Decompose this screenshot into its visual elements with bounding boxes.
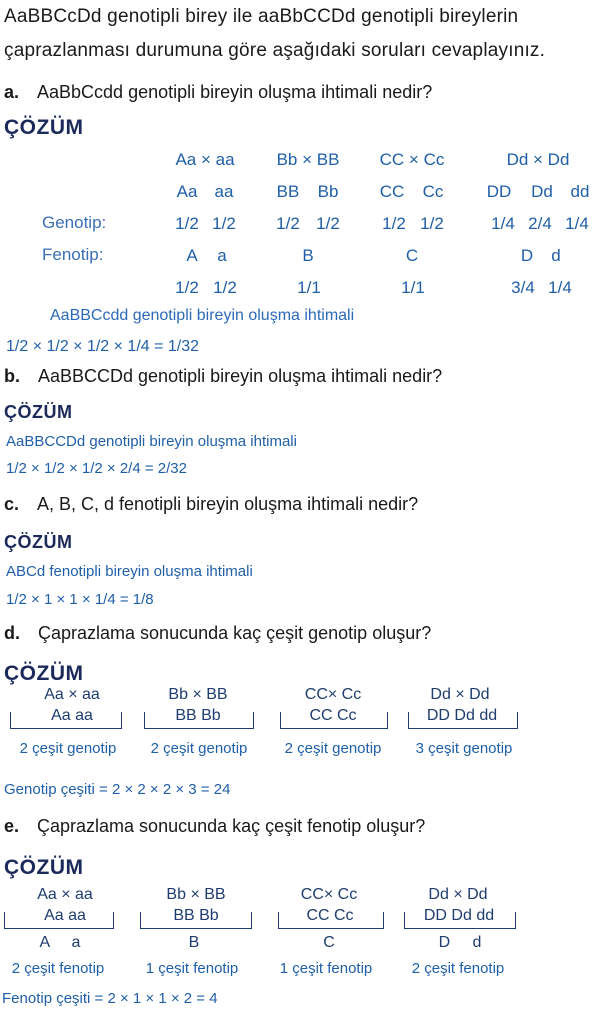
result-label-a: AaBBCcdd genotipli bireyin oluşma ihtimali xyxy=(50,307,355,324)
offspring-a-3-1: CC xyxy=(379,182,405,201)
question-b: b. AaBBCCDd genotipli bireyin oluşma ihtimali nedir? xyxy=(4,366,443,386)
offspring-a-1-1: Aa xyxy=(176,182,198,201)
cross-d-1: Aa × aa xyxy=(44,686,100,703)
phenotype-e-1: A a xyxy=(39,934,81,951)
phenotype-label: Fenotip: xyxy=(42,245,104,264)
genotype-ratio-3-2: 1/2 xyxy=(420,214,444,233)
count-d-3: 2 çeşit genotip xyxy=(284,740,382,757)
cross-d-4: Dd × Dd xyxy=(430,686,490,703)
offspring-a-4-3: dd xyxy=(570,182,590,201)
count-d-1: 2 çeşit genotip xyxy=(19,740,117,757)
cross-e-4: Dd × Dd xyxy=(428,886,488,903)
offspring-d-1: Aa aa xyxy=(51,707,93,724)
formula-d: Genotip çeşiti = 2 × 2 × 2 × 3 = 24 xyxy=(4,781,231,798)
phenotype-e-2: B xyxy=(188,934,200,951)
cozum-d-heading: ÇÖZÜM xyxy=(4,662,84,685)
genotype-ratio-1-1: 1/2 xyxy=(175,214,199,233)
count-e-3: 1 çeşit fenotip xyxy=(279,960,373,977)
genotype-ratio-2-1: 1/2 xyxy=(276,214,300,233)
formula-a: 1/2 × 1/2 × 1/2 × 1/4 = 1/32 xyxy=(6,338,200,355)
intro-line-1: AaBBCcDd genotipli birey ile aaBbCCDd genotipli bireylerin xyxy=(4,6,519,27)
phenotype-a-1-2: a xyxy=(217,246,227,265)
offspring-a-3-2: Cc xyxy=(422,182,444,201)
result-label-b: AaBBCCDd genotipli bireyin oluşma ihtimali xyxy=(6,433,297,450)
offspring-a-2-1: BB xyxy=(276,182,300,201)
cross-a-3: CC × Cc xyxy=(379,150,445,169)
phenotype-a-3-1: C xyxy=(405,246,419,265)
count-d-2: 2 çeşit genotip xyxy=(150,740,248,757)
phenotype-ratio-3-1: 1/1 xyxy=(401,278,425,297)
count-e-1: 2 çeşit fenotip xyxy=(11,960,105,977)
offspring-e-2: BB Bb xyxy=(173,907,219,924)
genotype-ratio-4-1: 1/4 xyxy=(491,214,515,233)
cross-d-2: Bb × BB xyxy=(168,686,228,703)
phenotype-a-4-2: d xyxy=(551,246,561,265)
formula-c: 1/2 × 1 × 1 × 1/4 = 1/8 xyxy=(6,591,154,608)
phenotype-ratio-1-1: 1/2 xyxy=(175,278,199,297)
genotype-ratio-4-2: 2/4 xyxy=(528,214,552,233)
phenotype-ratio-4-2: 1/4 xyxy=(548,278,572,297)
phenotype-ratio-2-1: 1/1 xyxy=(297,278,321,297)
offspring-e-1: Aa aa xyxy=(44,907,86,924)
cross-e-3: CC× Cc xyxy=(300,886,358,903)
offspring-e-3: CC Cc xyxy=(306,907,354,924)
offspring-a-4-1: DD xyxy=(486,182,512,201)
cozum-b-heading: ÇÖZÜM xyxy=(4,402,73,422)
count-d-4: 3 çeşit genotip xyxy=(415,740,513,757)
count-e-4: 2 çeşit fenotip xyxy=(411,960,505,977)
question-c: c. A, B, C, d fenotipli bireyin oluşma ihtimali nedir? xyxy=(4,494,419,514)
cozum-a-heading: ÇÖZÜM xyxy=(4,116,84,139)
cross-a-2: Bb × BB xyxy=(276,150,340,169)
offspring-d-2: BB Bb xyxy=(175,707,221,724)
question-a: a. AaBbCcdd genotipli bireyin oluşma ihtimali nedir? xyxy=(4,82,433,102)
offspring-d-3: CC Cc xyxy=(309,707,357,724)
genotype-ratio-3-1: 1/2 xyxy=(382,214,406,233)
cross-a-1: Aa × aa xyxy=(175,150,235,169)
phenotype-e-3: C xyxy=(323,934,335,951)
result-label-c: ABCd fenotipli bireyin oluşma ihtimali xyxy=(6,563,253,580)
phenotype-e-4: D d xyxy=(438,934,482,951)
cozum-e-heading: ÇÖZÜM xyxy=(4,856,84,879)
question-e: e. Çaprazlama sonucunda kaç çeşit fenotip oluşur? xyxy=(4,816,426,836)
phenotype-ratio-4-1: 3/4 xyxy=(511,278,535,297)
offspring-a-2-2: Bb xyxy=(317,182,339,201)
phenotype-ratio-1-2: 1/2 xyxy=(213,278,237,297)
genotype-ratio-4-3: 1/4 xyxy=(565,214,589,233)
phenotype-a-4-1: D xyxy=(520,246,534,265)
cozum-c-heading: ÇÖZÜM xyxy=(4,532,73,552)
cross-e-2: Bb × BB xyxy=(166,886,226,903)
formula-b: 1/2 × 1/2 × 1/2 × 2/4 = 2/32 xyxy=(6,460,187,477)
offspring-e-4: DD Dd dd xyxy=(423,907,495,924)
intro-line-2: çaprazlanması durumuna göre aşağıdaki soruları cevaplayınız. xyxy=(4,40,546,61)
offspring-a-4-2: Dd xyxy=(531,182,553,201)
question-d: d. Çaprazlama sonucunda kaç çeşit genotip oluşur? xyxy=(4,623,432,643)
count-e-2: 1 çeşit fenotip xyxy=(145,960,239,977)
genotype-ratio-1-2: 1/2 xyxy=(212,214,236,233)
offspring-d-4: DD Dd dd xyxy=(426,707,498,724)
offspring-a-1-2: aa xyxy=(214,182,234,201)
cross-d-3: CC× Cc xyxy=(304,686,362,703)
cross-a-4: Dd × Dd xyxy=(506,150,570,169)
genotype-ratio-2-2: 1/2 xyxy=(316,214,340,233)
genotype-label: Genotip: xyxy=(42,213,107,232)
cross-e-1: Aa × aa xyxy=(37,886,93,903)
phenotype-a-1-1: A xyxy=(186,246,198,265)
formula-e: Fenotip çeşiti = 2 × 1 × 1 × 2 = 4 xyxy=(2,990,218,1007)
phenotype-a-2-1: B xyxy=(302,246,314,265)
